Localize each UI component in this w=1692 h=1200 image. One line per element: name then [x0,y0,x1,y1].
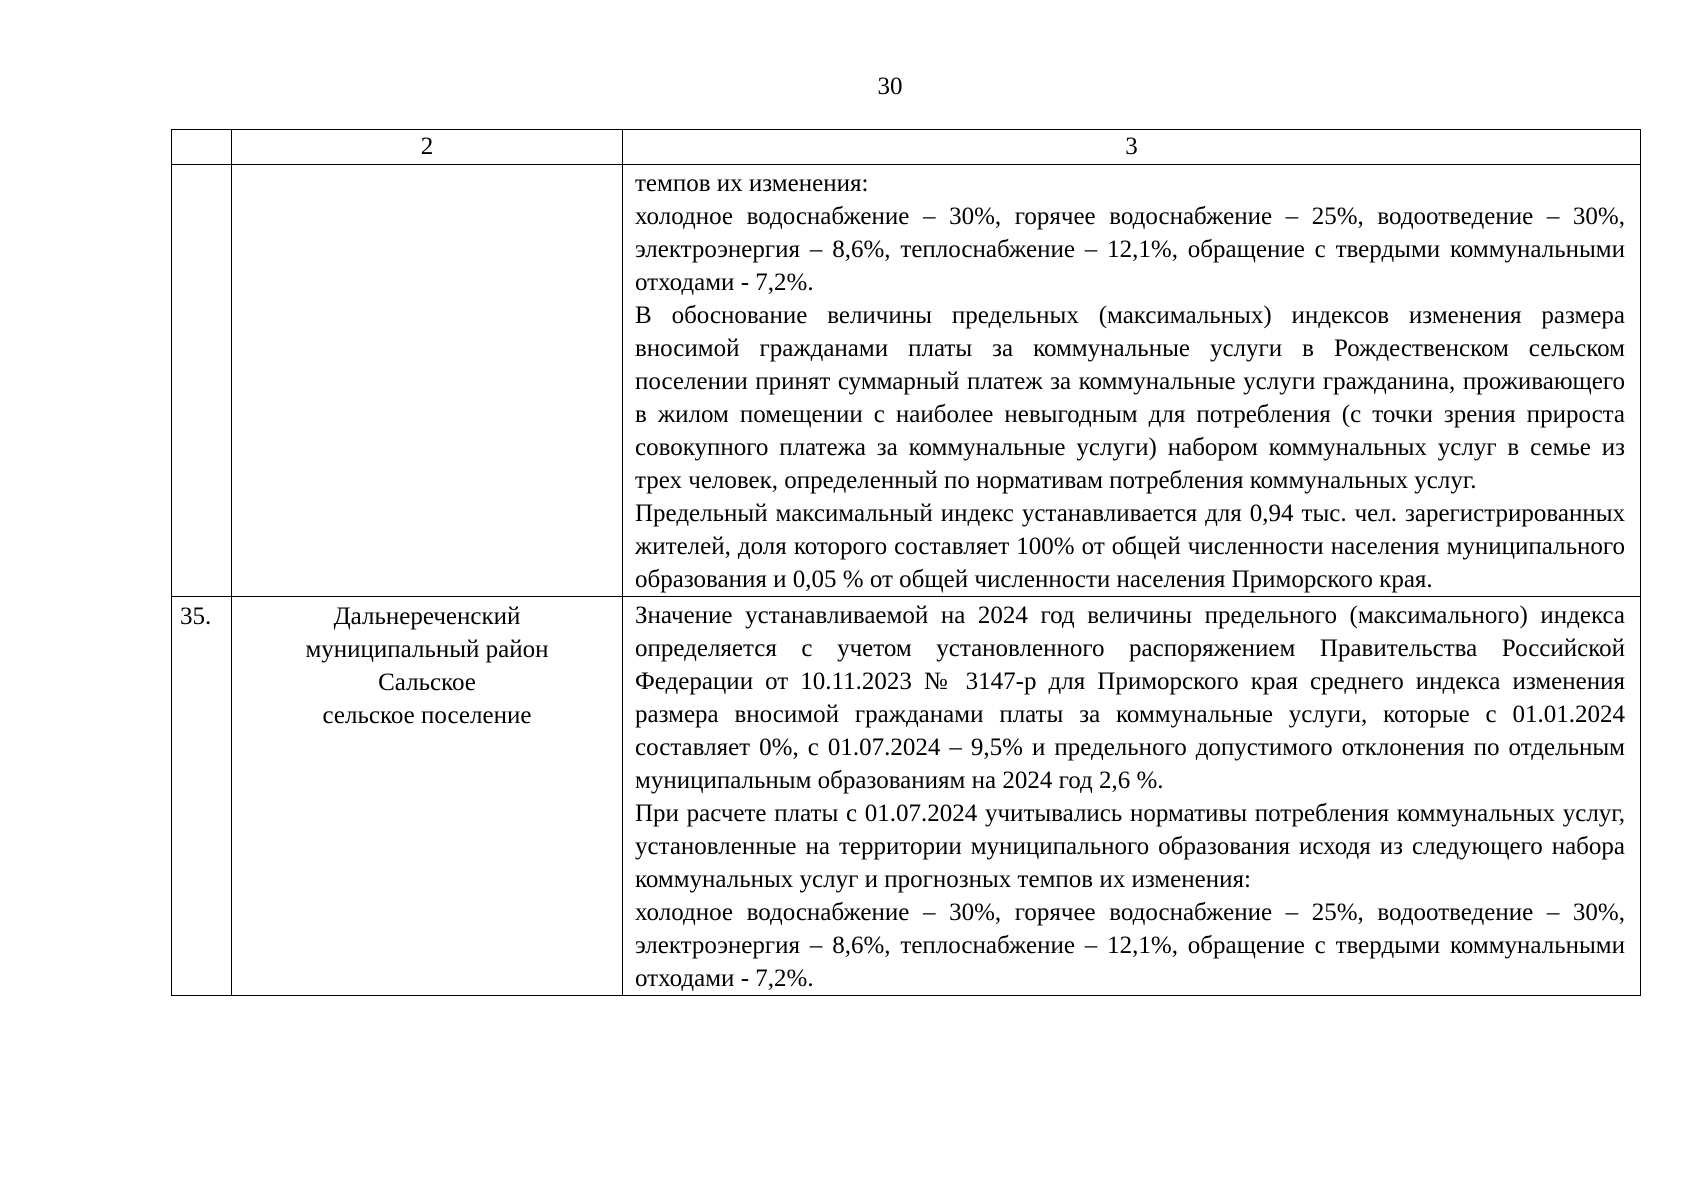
table-row [172,597,1641,996]
table-row [172,165,1641,597]
row-number-cell: 35. [172,597,232,996]
row-number-cell [172,165,232,597]
page-number: 30 [877,73,903,100]
municipality-name-line: муниципальный район [305,636,549,663]
municipality-name-line: сельское поселение [322,702,532,729]
paragraph: В обоснование величины предельных (максимальных) индексов изменения размера вносимой гражданами платы за коммунальные услуги в Рождественском сельском поселении принят суммарный платеж за коммунальные услуги гражданина, проживающего в жилом помещении с наиболее невыгодным для потребления (с точки зрения прироста совокупного платежа за коммунальные услуги) набором коммунальных услуг в семье из трех человек, определенный по нормативам потребления коммунальных услуг. [635,302,1625,494]
document-table [171,129,1641,996]
paragraph: Предельный максимальный индекс устанавливается для 0,94 тыс. чел. зарегистрированных жителей, доля которого составляет 100% от общей численности населения муниципального образования и 0,05 % от общей численности населения Приморского края. [635,500,1625,593]
municipality-name-cell [232,597,623,996]
header-cell-2: 2 [232,130,623,165]
paragraph: Значение устанавливаемой на 2024 год величины предельного (максимального) индекса определяется с учетом установленного распоряжением Правительства Российской Федерации от 10.11.2023 № 3147-р для Приморского края среднего индекса изменения размера вносимой гражданами платы за коммунальные услуги, которые с 01.01.2024 составляет 0%, с 01.07.2024 – 9,5% и предельного допустимого отклонения по отдельным муниципальным образованиям на 2024 год 2,6 %. [635,602,1625,794]
municipality-name-line: Сальское [378,669,476,696]
municipality-name-cell [232,165,623,597]
municipality-name-line: Дальнереченский [333,603,521,630]
header-cell-3: 3 [623,130,1641,165]
table-header-row [172,130,1641,165]
paragraph: холодное водоснабжение – 30%, горячее водоснабжение – 25%, водоотведение – 30%, электроэнергия – 8,6%, теплоснабжение – 12,1%, обращение с твердыми коммунальными отходами - 7,2%. [635,899,1625,992]
description-cell [623,597,1641,996]
paragraph: холодное водоснабжение – 30%, горячее водоснабжение – 25%, водоотведение – 30%, электроэнергия – 8,6%, теплоснабжение – 12,1%, обращение с твердыми коммунальными отходами - 7,2%. [635,203,1625,296]
header-cell-1 [172,130,232,165]
paragraph: При расчете платы с 01.07.2024 учитывались нормативы потребления коммунальных услуг, установленные на территории муниципального образования исходя из следующего набора коммунальных услуг и прогнозных темпов их изменения: [635,800,1625,893]
paragraph: темпов их изменения: [635,170,869,197]
description-cell [623,165,1641,597]
